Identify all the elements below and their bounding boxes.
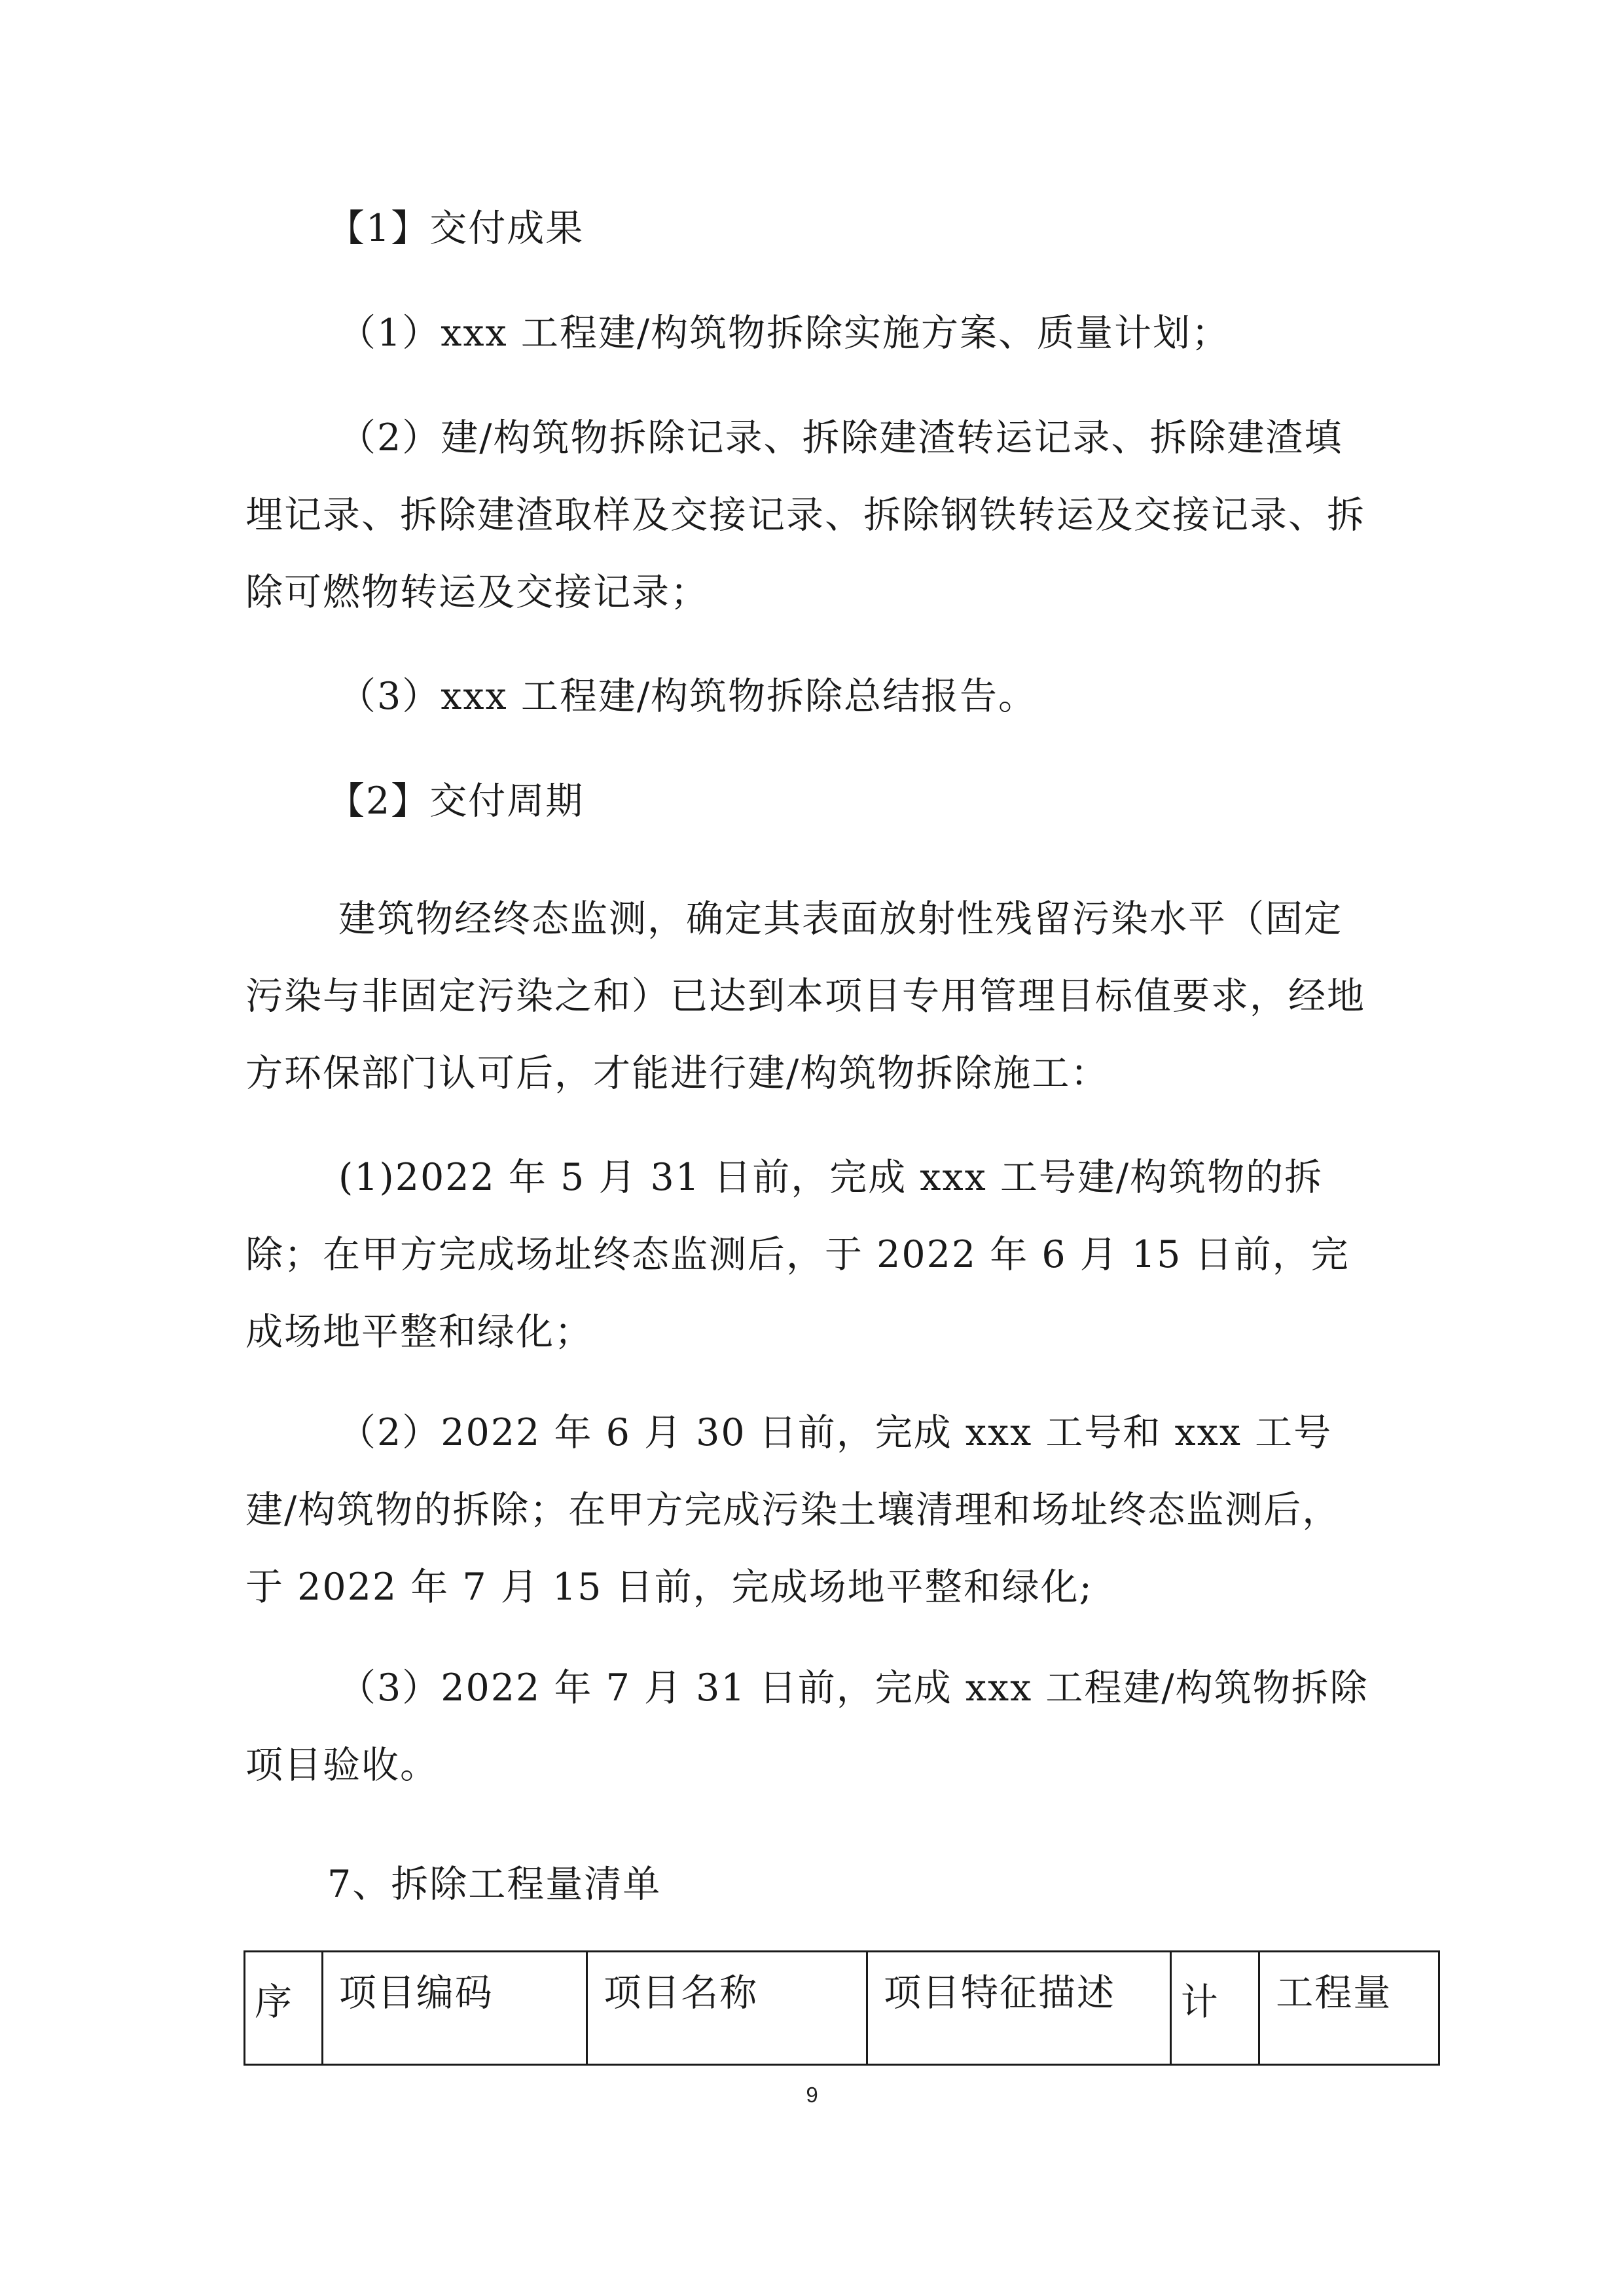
deliverable-item-1: （1）xxx 工程建/构筑物拆除实施方案、质量计划； [338,312,1231,355]
table-header-cell-name: 项目名称 [587,1952,867,2065]
section-heading-deliverables: 【1】交付成果 [327,207,585,250]
section-heading-quantity-list: 7、拆除工程量清单 [327,1863,662,1906]
quantity-list-table [244,1950,1440,2066]
deliverable-item-2: （2）建/构筑物拆除记录、拆除建渣转运记录、拆除建渣填埋记录、拆除建渣取样及交接记录、拆除钢铁转运及交接记录、拆除可燃物转运及交接记录； [245,416,1365,614]
table-header-cell-description: 项目特征描述 [867,1952,1170,2065]
table-header-cell-code: 项目编码 [322,1952,586,2065]
table-header-cell-index: 序 [245,1952,323,2065]
table-header-cell-quantity: 工程量 [1259,1952,1439,2065]
section-heading-delivery-period: 【2】交付周期 [327,780,585,823]
schedule-item-2: （2）2022 年 6 月 30 日前，完成 xxx 工号和 xxx 工号建/构筑物的拆除；在甲方完成污染土壤清理和场址终态监测后，于 2022 年 7 月 15 日前，完成场地平整和绿化; [245,1411,1341,1609]
schedule-item-1: (1)2022 年 5 月 31 日前，完成 xxx 工号建/构筑物的拆除；在甲方完成场址终态监测后，于 2022 年 6 月 15 日前，完成场地平整和绿化； [245,1156,1350,1354]
delivery-period-intro: 建筑物经终态监测，确定其表面放射性残留污染水平（固定污染与非固定污染之和）已达到本项目专用管理目标值要求，经地方环保部门认可后，才能进行建/构筑物拆除施工： [245,897,1365,1095]
table-header-cell-unit: 计 [1170,1952,1259,2065]
schedule-item-3: （3）2022 年 7 月 31 日前，完成 xxx 工程建/构筑物拆除项目验收。 [245,1666,1369,1787]
table-header-row [245,1952,1439,2065]
page-number: 9 [806,2083,818,2107]
deliverable-item-3: （3）xxx 工程建/构筑物拆除总结报告。 [338,675,1038,718]
